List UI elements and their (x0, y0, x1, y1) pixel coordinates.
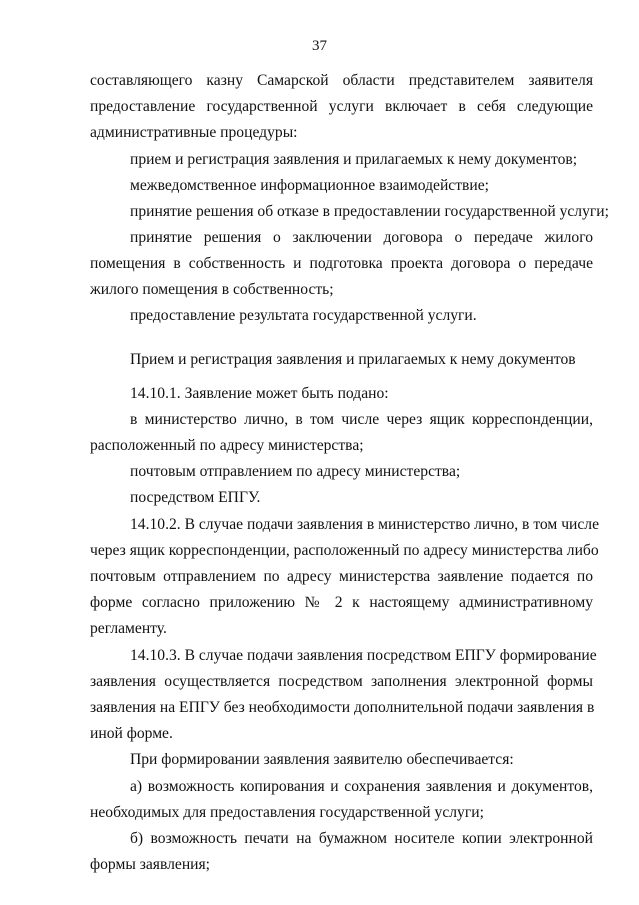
list-item: почтовым отправлением по адресу министерства; (130, 463, 461, 480)
text-line: формы заявления; (90, 856, 211, 873)
list-item: предоставление результата государственной услуги. (130, 307, 477, 324)
text-line: заявления осуществляется посредством заполнения электронной формы (90, 673, 593, 690)
list-item: межведомственное информационное взаимодействие; (130, 177, 489, 194)
list-item: принятие решения о заключении договора о передаче жилого (130, 229, 593, 246)
list-item: а) возможность копирования и сохранения заявления и документов, (130, 778, 593, 795)
text-line: помещения в собственность и подготовка проекта договора о передаче (90, 255, 593, 272)
text-line: составляющего казну Самарской области представителем заявителя (90, 72, 593, 89)
paragraph-lead: При формировании заявления заявителю обеспечивается: (130, 751, 514, 768)
list-item: принятие решения об отказе в предоставлении государственной услуги; (130, 203, 609, 220)
text-line: через ящик корреспонденции, расположенный по адресу министерства либо (90, 542, 599, 559)
text-line: форме согласно приложению № 2 к настоящему административному (90, 594, 593, 611)
list-item: прием и регистрация заявления и прилагаемых к нему документов; (130, 151, 578, 168)
page-number: 37 (312, 38, 327, 54)
text-line: предоставление государственной услуги включает в себя следующие (90, 98, 593, 115)
section-heading: Прием и регистрация заявления и прилагаемых к нему документов (130, 351, 576, 368)
text-line: регламенту. (90, 620, 167, 637)
list-item: посредством ЕПГУ. (130, 489, 261, 506)
text-line: заявления на ЕПГУ без необходимости дополнительной подачи заявления в (90, 699, 595, 716)
paragraph-lead: 14.10.3. В случае подачи заявления посредством ЕПГУ формирование (130, 647, 597, 664)
text-line: административные процедуры: (90, 124, 298, 141)
list-item: б) возможность печати на бумажном носителе копии электронной (130, 830, 593, 847)
text-line: почтовым отправлением по адресу министерства заявление подается по (90, 568, 593, 585)
text-line: иной форме. (90, 725, 173, 742)
list-item: в министерство лично, в том числе через ящик корреспонденции, (130, 411, 593, 428)
text-line: расположенный по адресу министерства; (90, 437, 364, 454)
paragraph-lead: 14.10.1. Заявление может быть подано: (130, 385, 389, 402)
paragraph-lead: 14.10.2. В случае подачи заявления в министерство лично, в том числе (130, 516, 600, 533)
text-line: необходимых для предоставления государственной услуги; (90, 804, 484, 821)
text-line: жилого помещения в собственность; (90, 281, 334, 298)
